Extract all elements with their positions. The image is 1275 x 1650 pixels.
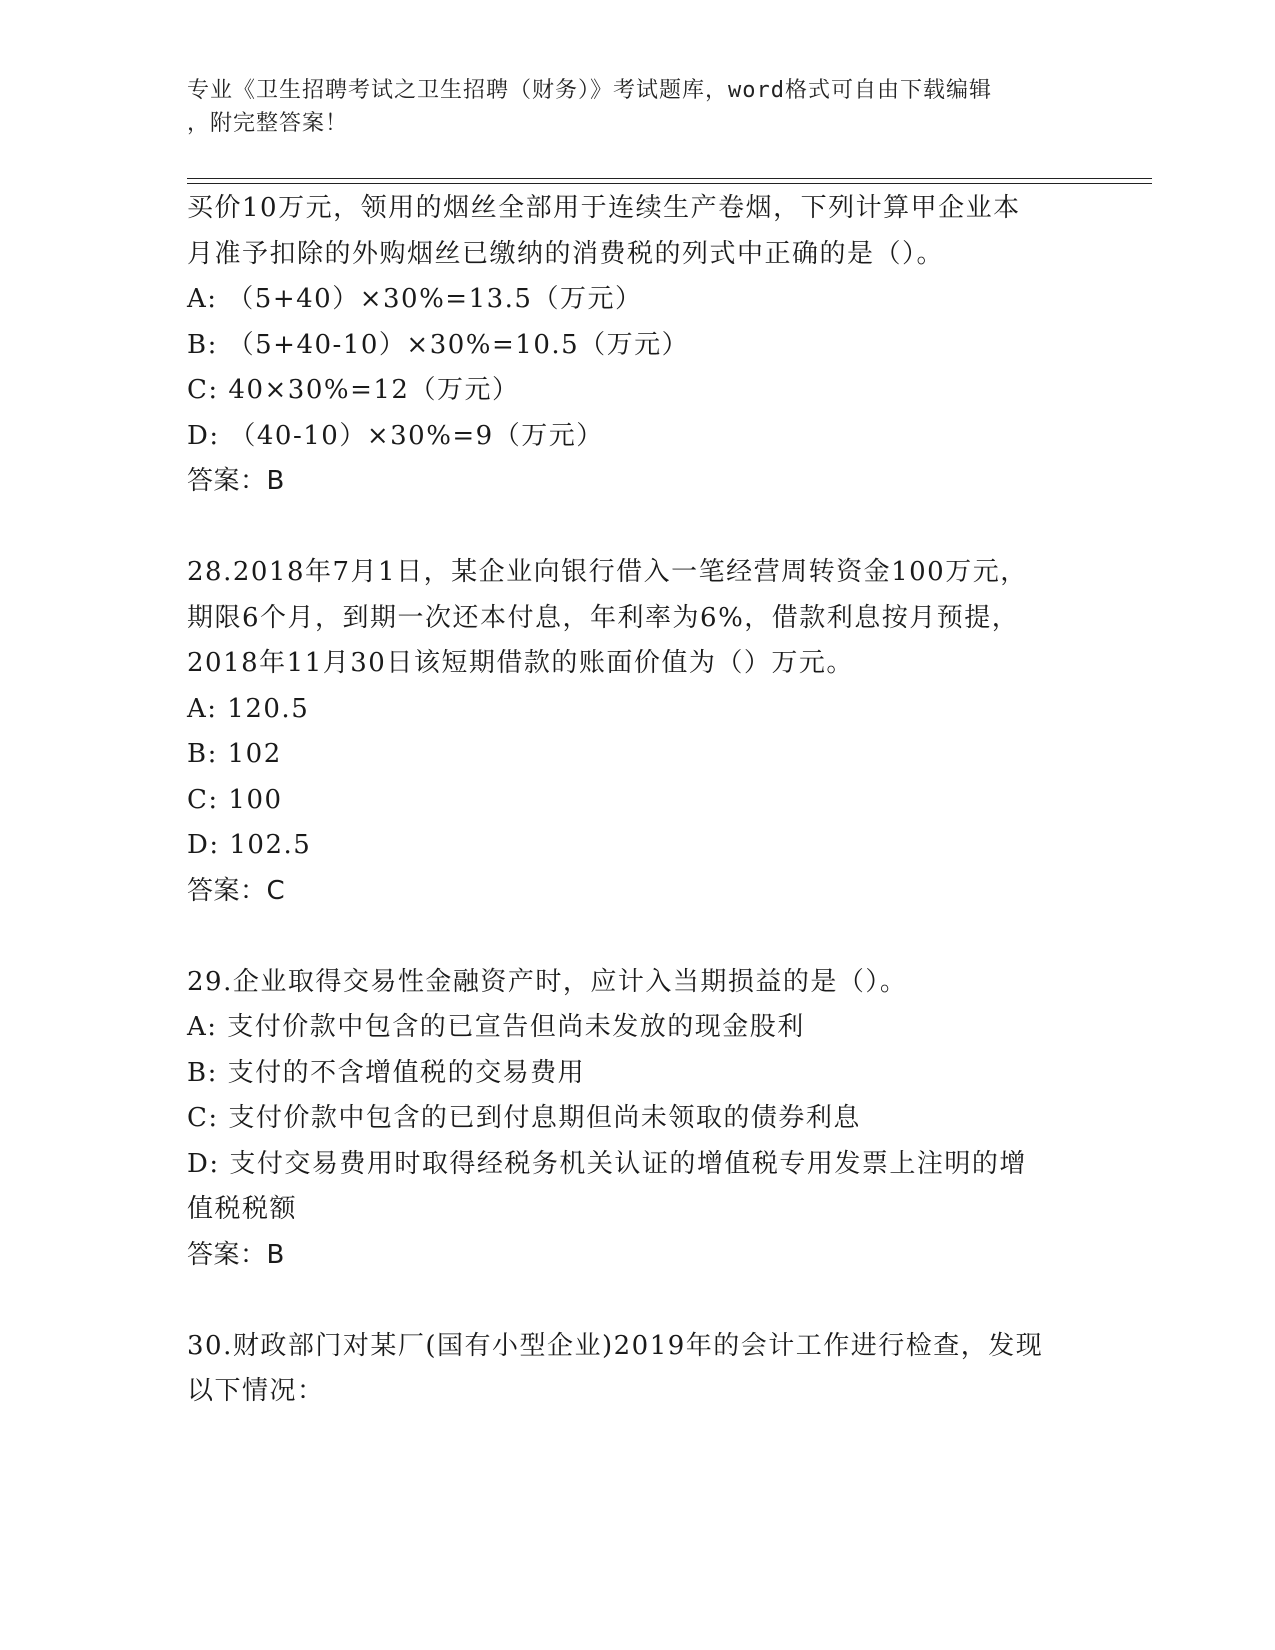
answer-line: 答案：B xyxy=(187,466,285,496)
header-divider-top xyxy=(187,178,1152,179)
header-line-1: 专业《卫生招聘考试之卫生招聘（财务）》考试题库，word格式可自由下载编辑 xyxy=(187,78,992,103)
option-a: A: 120.5 xyxy=(187,693,310,724)
option-a: A: 支付价款中包含的已宣告但尚未发放的现金股利 xyxy=(187,1012,805,1042)
spacer xyxy=(187,1278,1087,1324)
question-29 xyxy=(187,960,1087,1279)
option-d-continued: 值税税额 xyxy=(187,1194,298,1224)
question-stem-line: 月准予扣除的外购烟丝已缴纳的消费税的列式中正确的是（）。 xyxy=(187,238,945,269)
option-c: C: 100 xyxy=(187,784,283,815)
header-line-2: ，附完整答案！ xyxy=(187,111,349,136)
spacer xyxy=(187,914,1087,960)
question-stem-line: 29.企业取得交易性金融资产时，应计入当期损益的是（）。 xyxy=(187,966,908,997)
option-b: B: 支付的不含增值税的交易费用 xyxy=(187,1057,586,1088)
spacer xyxy=(187,505,1087,551)
option-c: C: 40×30%=12（万元） xyxy=(187,375,520,405)
question-27 xyxy=(187,186,1087,505)
answer-line: 答案：C xyxy=(187,875,286,906)
question-stem-line: 28.2018年7月1日，某企业向银行借入一笔经营周转资金100万元， xyxy=(187,557,1028,587)
question-stem-line: 买价10万元，领用的烟丝全部用于连续生产卷烟，下列计算甲企业本 xyxy=(187,193,1021,223)
question-30 xyxy=(187,1324,1087,1415)
question-stem-line: 期限6个月，到期一次还本付息，年利率为6%，借款利息按月预提， xyxy=(187,602,1020,633)
header-divider-bottom xyxy=(187,183,1152,184)
option-d: D: 102.5 xyxy=(187,830,312,860)
question-stem-line: 以下情况： xyxy=(187,1376,325,1406)
answer-line: 答案：B xyxy=(187,1239,285,1270)
option-b: B: （5+40-10）×30%=10.5（万元） xyxy=(187,329,690,360)
document-header xyxy=(187,74,1067,140)
question-content xyxy=(187,186,1087,1415)
question-28 xyxy=(187,550,1087,914)
option-b: B: 102 xyxy=(187,739,282,769)
option-c: C: 支付价款中包含的已到付息期但尚未领取的债券利息 xyxy=(187,1103,861,1133)
option-d: D: 支付交易费用时取得经税务机关认证的增值税专用发票上注明的增 xyxy=(187,1148,1027,1179)
option-a: A: （5+40）×30%=13.5（万元） xyxy=(187,284,643,314)
question-stem-line: 2018年11月30日该短期借款的账面价值为（）万元。 xyxy=(187,648,854,678)
question-stem-line: 30.财政部门对某厂(国有小型企业)2019年的会计工作进行检查，发现 xyxy=(187,1330,1044,1361)
option-d: D: （40-10）×30%=9（万元） xyxy=(187,420,604,451)
